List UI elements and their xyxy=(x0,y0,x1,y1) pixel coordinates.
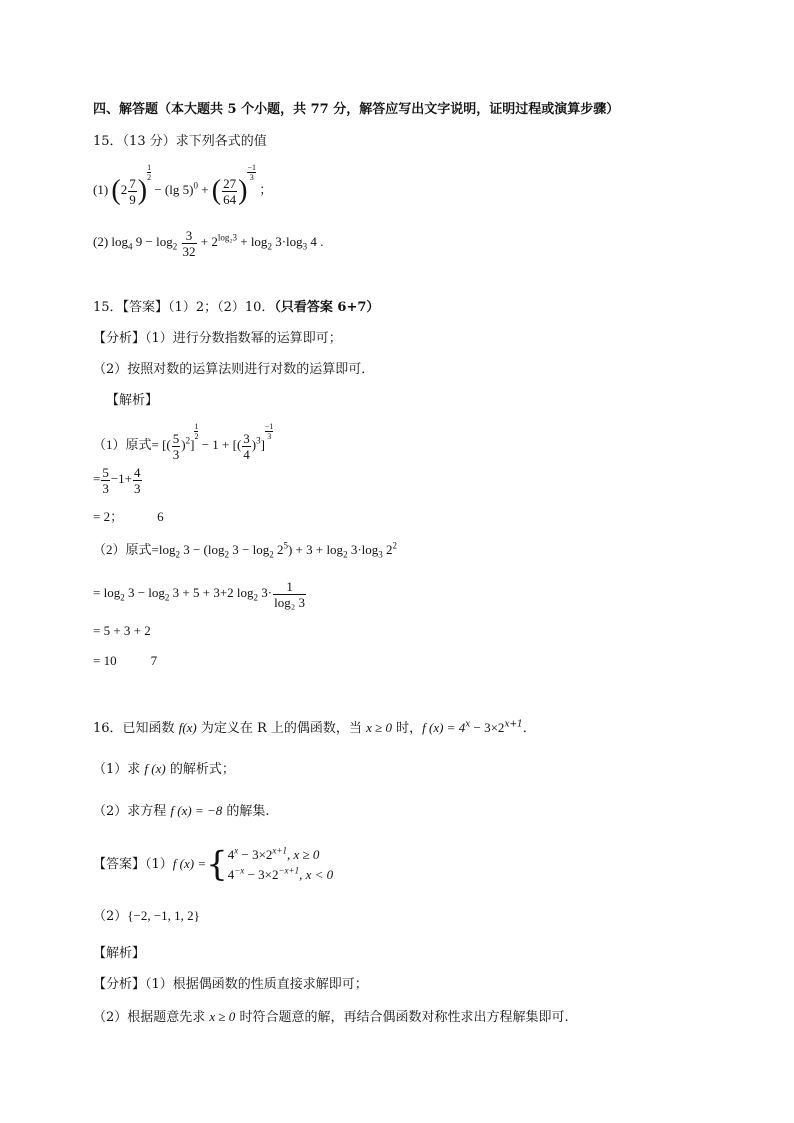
answer-note: （只看答案 6+7） xyxy=(274,300,380,315)
log-base: 2 xyxy=(224,549,229,560)
condition: x ≥ 0 xyxy=(366,720,392,735)
result: = 10 xyxy=(93,653,117,668)
function-arg: (x) xyxy=(182,720,197,735)
fraction xyxy=(128,176,137,207)
a15-step1 xyxy=(93,422,273,462)
analysis-text: （2）根据题意先求 xyxy=(93,1010,210,1025)
piecewise-cases xyxy=(228,845,333,885)
log-term: 3 − log xyxy=(229,542,270,557)
exponent: log₂3 xyxy=(217,232,237,243)
denominator: log₂ 3 xyxy=(274,594,306,610)
numerator: 5 xyxy=(172,430,180,446)
term: − 3×2 xyxy=(244,866,279,882)
exponent: x+1 xyxy=(504,719,523,730)
log-base: 4 xyxy=(128,241,133,252)
a15-part2-step2 xyxy=(93,576,307,610)
condition: x ≥ 0 xyxy=(209,1009,236,1024)
denominator: 32 xyxy=(182,243,196,259)
log-term: = log xyxy=(93,585,121,600)
lg-term: − (lg 5) xyxy=(154,182,194,197)
power-term: + 2 xyxy=(200,234,218,249)
log-base: 2 xyxy=(343,549,348,560)
log-base: 2 xyxy=(120,592,125,603)
exponent-fraction xyxy=(247,163,256,182)
exponent: x xyxy=(234,845,239,856)
paren-close: ) xyxy=(181,437,186,452)
power-base: 2 xyxy=(382,542,393,557)
paren-close: ) xyxy=(238,175,248,207)
exponent: 5 xyxy=(283,540,288,551)
a16-analysis-2 xyxy=(93,1008,569,1027)
fraction xyxy=(242,431,251,462)
a16-answer xyxy=(93,843,333,886)
q16-part1 xyxy=(93,760,235,779)
a15-part2-step1 xyxy=(93,541,397,559)
bracket-close: ] xyxy=(260,437,265,452)
denominator: 2 xyxy=(147,173,152,182)
log-base: 2 xyxy=(172,241,178,252)
fraction xyxy=(222,176,237,207)
numerator: 27 xyxy=(223,175,237,191)
bracket-close: ] xyxy=(190,437,195,452)
equals-sign: = xyxy=(93,471,101,486)
fraction xyxy=(182,228,197,259)
answer-text: 15．【答案】（1）2；（2）10． xyxy=(93,300,275,315)
log-base: 2 xyxy=(175,549,180,560)
log-term: 3 − log xyxy=(124,585,165,600)
part-text: （1）求 xyxy=(93,762,145,777)
a15-step2 xyxy=(93,462,143,496)
exponent: x+1 xyxy=(272,845,287,856)
case-row xyxy=(228,845,333,865)
term: − 3×2 xyxy=(238,846,273,862)
numerator: 1 xyxy=(251,163,256,172)
step-label: （1）原式 xyxy=(93,437,152,452)
denominator: 3 xyxy=(102,480,109,496)
minus-sign: − xyxy=(264,422,270,431)
numerator: 7 xyxy=(129,175,136,191)
condition: , x < 0 xyxy=(299,866,334,882)
denominator: 3 xyxy=(247,172,256,182)
numerator: 3 xyxy=(185,227,193,243)
stem-text: 为定义在 R 上的偶函数，当 xyxy=(196,721,367,736)
q16-part2 xyxy=(93,802,270,821)
a15-analysis-1: 【分析】（1）进行分数指数幂的运算即可； xyxy=(93,331,342,346)
log-base: 2 xyxy=(253,592,259,603)
stem-end: ． xyxy=(522,721,536,736)
log-term: 3 − (log xyxy=(179,542,225,557)
numerator: 1 xyxy=(286,578,293,594)
condition: , x ≥ 0 xyxy=(286,846,320,862)
case-row xyxy=(228,865,333,885)
q15-part1-label: (1) xyxy=(93,182,109,197)
log-term: log xyxy=(111,234,129,249)
section-heading: 四、解答题（本大题共 5 个小题，共 77 分，解答应写出文字说明，证明过程或演算步骤） xyxy=(93,102,620,117)
q15-part2-label: (2) xyxy=(93,234,109,249)
denominator: 2 xyxy=(194,432,199,441)
paren-close: ) xyxy=(137,175,148,207)
paren-close: ) xyxy=(251,437,257,452)
denominator: 9 xyxy=(129,191,136,207)
score-mark: 7 xyxy=(150,653,158,668)
expression-end: 4 . xyxy=(307,234,324,249)
step-label: （2）原式 xyxy=(93,542,152,557)
exponent-fraction xyxy=(265,422,274,441)
fraction xyxy=(273,579,306,610)
term: 4 xyxy=(227,866,235,882)
answer-label: 【答案】（1） xyxy=(93,857,173,872)
score-mark: 6 xyxy=(157,509,164,524)
result: = 2； xyxy=(93,509,124,524)
analysis-text: 时符合题意的解，再结合偶函数对称性求出方程解集即可. xyxy=(235,1010,569,1025)
numerator: 3 xyxy=(243,430,250,446)
denominator: 64 xyxy=(223,191,237,207)
log-term: =log xyxy=(151,542,176,557)
function-def: f (x) = xyxy=(172,856,207,871)
part-text: （2）求方程 xyxy=(93,804,171,819)
exponent: 0 xyxy=(193,180,198,191)
exponent: −x xyxy=(234,865,245,876)
log-term: 3 + 5 + 3+2 log xyxy=(169,585,254,600)
numerator: 4 xyxy=(134,464,141,480)
paren-open: ( xyxy=(211,175,222,207)
log-base: 3 xyxy=(378,549,383,560)
brace: { xyxy=(206,844,228,885)
minus-one-plus: −1+ xyxy=(110,471,133,486)
paren-open: ( xyxy=(111,175,121,207)
a15-answer xyxy=(93,299,379,317)
q16-stem xyxy=(93,719,536,738)
exponent: 2 xyxy=(185,435,191,446)
function-def: − 3×2 xyxy=(470,720,505,735)
part-text: 的解析式； xyxy=(165,762,235,777)
a15-jiexi-label: 【解析】 xyxy=(106,393,159,408)
solution-set: {−2, −1, 1, 2} xyxy=(127,908,200,923)
fraction xyxy=(101,465,110,496)
log-term: ) + 3 + log xyxy=(287,542,344,557)
answer-label: （2） xyxy=(93,909,128,924)
log-base: 2 xyxy=(164,592,170,603)
a15-part2-step3: = 5 + 3 + 2 xyxy=(93,623,151,638)
log-term: + log xyxy=(240,234,268,249)
equation: f (x) = −8 xyxy=(170,803,223,818)
plus-sign: + xyxy=(201,182,209,197)
exponent: 3 xyxy=(256,435,261,446)
q15-part1-expression xyxy=(93,163,272,213)
function-name: f xyxy=(178,720,183,735)
numerator: 1 xyxy=(269,422,274,431)
fraction xyxy=(172,431,181,462)
a16-analysis-1: 【分析】（1）根据偶函数的性质直接求解即可； xyxy=(93,977,368,992)
log-base: 2 xyxy=(269,549,274,560)
numerator: 1 xyxy=(147,163,152,172)
numerator: 1 xyxy=(194,422,199,431)
mixed-whole: 2 xyxy=(120,182,128,197)
function-def: f (x) = 4 xyxy=(422,720,466,735)
stem-text: 16．已知函数 xyxy=(93,721,179,736)
a16-answer-2 xyxy=(93,907,200,926)
a16-jiexi-label: 【解析】 xyxy=(93,946,146,961)
log-base: 3 xyxy=(302,241,308,252)
exponent: x xyxy=(465,719,471,730)
stem-text: 时， xyxy=(391,721,423,736)
numerator: 5 xyxy=(102,464,109,480)
log-term: 3·log xyxy=(347,542,379,557)
exponent: 2 xyxy=(392,540,398,551)
term: 4 xyxy=(227,846,235,862)
a15-part2-step4 xyxy=(93,652,157,670)
part-text: 的解集. xyxy=(222,804,270,819)
log-term: 9 − log xyxy=(132,234,173,249)
denominator: 3 xyxy=(265,431,274,441)
function: f (x) xyxy=(144,761,166,776)
q15-stem: 15．（13 分）求下列各式的值 xyxy=(93,134,267,149)
log-base: 2 xyxy=(267,241,272,252)
denominator: 3 xyxy=(134,480,141,496)
log-term: 3·log xyxy=(271,234,303,249)
a15-step3 xyxy=(93,508,164,526)
exponent-fraction xyxy=(147,163,151,182)
denominator: 3 xyxy=(172,446,180,462)
denominator: 4 xyxy=(243,446,250,462)
bracket-open: = [( xyxy=(151,437,171,452)
semicolon: ； xyxy=(259,182,273,197)
power-base: 2 xyxy=(273,542,284,557)
q15-part2-expression xyxy=(93,225,323,259)
log-term: 3· xyxy=(258,585,273,600)
fraction xyxy=(133,465,142,496)
a15-analysis-2: （2）按照对数的运算法则进行对数的运算即可． xyxy=(93,362,375,377)
minus-one: − 1 + [( xyxy=(198,437,242,452)
minus-sign: − xyxy=(247,163,252,172)
exponent: −x+1 xyxy=(278,865,300,876)
